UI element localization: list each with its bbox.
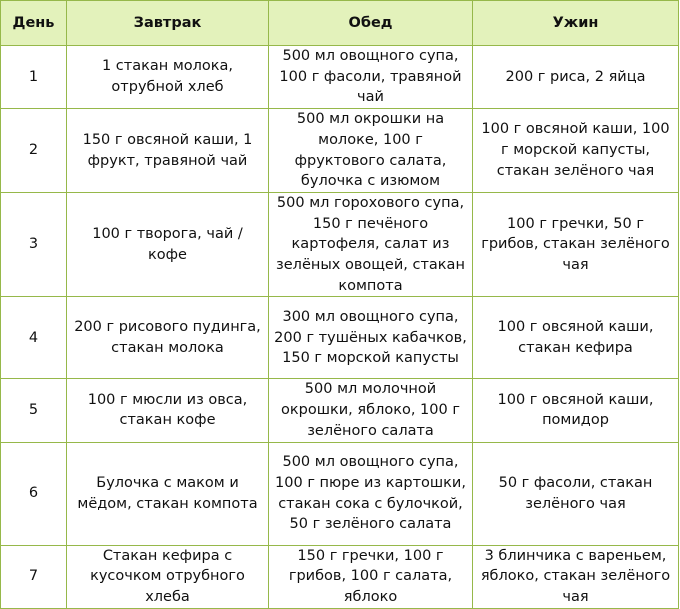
- header-row: [1, 1, 679, 46]
- day-cell: 7: [1, 545, 67, 608]
- dinner-cell: 3 блинчика с вареньем, яблоко, стакан зелёного чая: [473, 545, 679, 608]
- lunch-cell: 150 г гречки, 100 г грибов, 100 г салата, яблоко: [269, 545, 473, 608]
- lunch-cell: 500 мл окрошки на молоке, 100 г фруктового салата, булочка с изюмом: [269, 109, 473, 193]
- day-cell: 2: [1, 109, 67, 193]
- header-dinner: Ужин: [473, 1, 679, 46]
- dinner-cell: 100 г овсяной каши, стакан кефира: [473, 297, 679, 379]
- lunch-cell: 300 мл овощного супа, 200 г тушёных кабачков, 150 г морской капусты: [269, 297, 473, 379]
- day-cell: 1: [1, 46, 67, 109]
- table-row: [1, 192, 679, 297]
- lunch-cell: 500 мл овощного супа, 100 г пюре из картошки, стакан сока с булочкой, 50 г зелёного салата: [269, 442, 473, 545]
- lunch-cell: 500 мл горохового супа, 150 г печёного картофеля, салат из зелёных овощей, стакан компота: [269, 192, 473, 297]
- header-breakfast: Завтрак: [67, 1, 269, 46]
- day-cell: 6: [1, 442, 67, 545]
- day-cell: 3: [1, 192, 67, 297]
- table-row: [1, 109, 679, 193]
- dinner-cell: 100 г овсяной каши, помидор: [473, 379, 679, 442]
- dinner-cell: 50 г фасоли, стакан зелёного чая: [473, 442, 679, 545]
- breakfast-cell: 150 г овсяной каши, 1 фрукт, травяной чай: [67, 109, 269, 193]
- breakfast-cell: 200 г рисового пудинга, стакан молока: [67, 297, 269, 379]
- breakfast-cell: 100 г творога, чай / кофе: [67, 192, 269, 297]
- breakfast-cell: Стакан кефира с кусочком отрубного хлеба: [67, 545, 269, 608]
- dinner-cell: 200 г риса, 2 яйца: [473, 46, 679, 109]
- breakfast-cell: 1 стакан молока, отрубной хлеб: [67, 46, 269, 109]
- table-row: [1, 545, 679, 608]
- table-row: [1, 379, 679, 442]
- dinner-cell: 100 г гречки, 50 г грибов, стакан зелёного чая: [473, 192, 679, 297]
- header-day: День: [1, 1, 67, 46]
- lunch-cell: 500 мл молочной окрошки, яблоко, 100 г зелёного салата: [269, 379, 473, 442]
- day-cell: 5: [1, 379, 67, 442]
- breakfast-cell: Булочка с маком и мёдом, стакан компота: [67, 442, 269, 545]
- day-cell: 4: [1, 297, 67, 379]
- table-row: [1, 46, 679, 109]
- table-row: [1, 442, 679, 545]
- lunch-cell: 500 мл овощного супа, 100 г фасоли, травяной чай: [269, 46, 473, 109]
- header-lunch: Обед: [269, 1, 473, 46]
- dinner-cell: 100 г овсяной каши, 100 г морской капусты, стакан зелёного чая: [473, 109, 679, 193]
- breakfast-cell: 100 г мюсли из овса, стакан кофе: [67, 379, 269, 442]
- table-row: [1, 297, 679, 379]
